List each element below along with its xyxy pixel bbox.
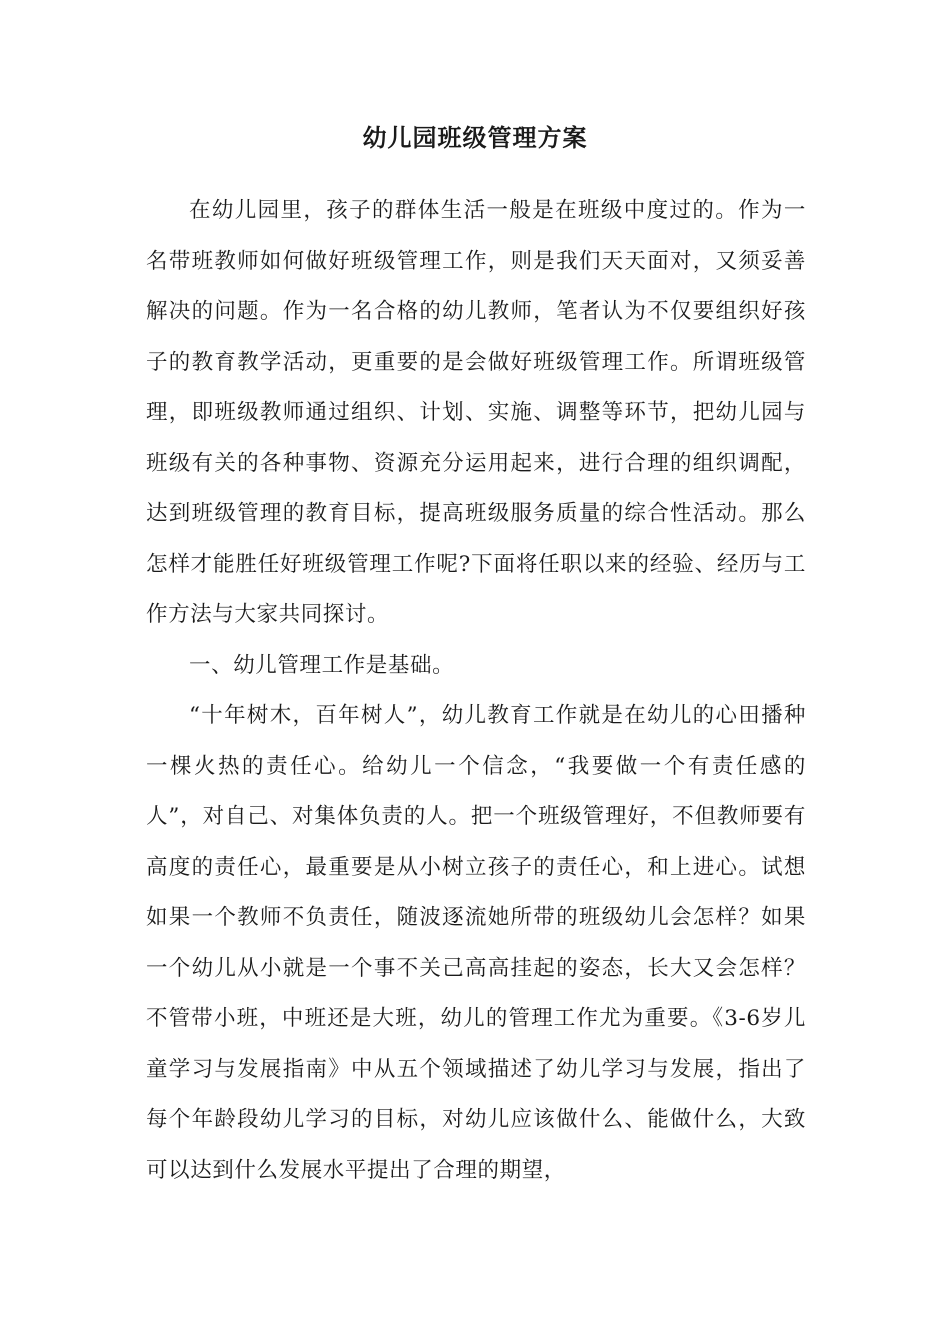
document-body (146, 186, 806, 1196)
section-paragraph: “十年树木，百年树人”，幼儿教育工作就是在幼儿的心田播种一棵火热的责任心。给幼儿一个信念，“我要做一个有责任感的人”，对自己、对集体负责的人。把一个班级管理好，不但教师要有高度的责任心，最重要是从小树立孩子的责任心，和上进心。试想如果一个教师不负责任，随波逐流她所带的班级幼儿会怎样？如果一个幼儿从小就是一个事不关己高高挂起的姿态，长大又会怎样？不管带小班，中班还是大班，幼儿的管理工作尤为重要。《3-6岁儿童学习与发展指南》中从五个领域描述了幼儿学习与发展，指出了每个年龄段幼儿学习的目标，对幼儿应该做什么、能做什么，大致可以达到什么发展水平提出了合理的期望， (146, 703, 806, 1183)
document-title: 幼儿园班级管理方案 (362, 123, 588, 152)
section-heading: 一、幼儿管理工作是基础。 (189, 652, 455, 678)
intro-paragraph: 在幼儿园里，孩子的群体生活一般是在班级中度过的。作为一名带班教师如何做好班级管理工作，则是我们天天面对，又须妥善解决的问题。作为一名合格的幼儿教师，笔者认为不仅要组织好孩子的教育教学活动，更重要的是会做好班级管理工作。所谓班级管理，即班级教师通过组织、计划、实施、调整等环节，把幼儿园与班级有关的各种事物、资源充分运用起来，进行合理的组织调配，达到班级管理的教育目标，提高班级服务质量的综合性活动。那么怎样才能胜任好班级管理工作呢?下面将任职以来的经验、经历与工作方法与大家共同探讨。 (146, 198, 806, 627)
